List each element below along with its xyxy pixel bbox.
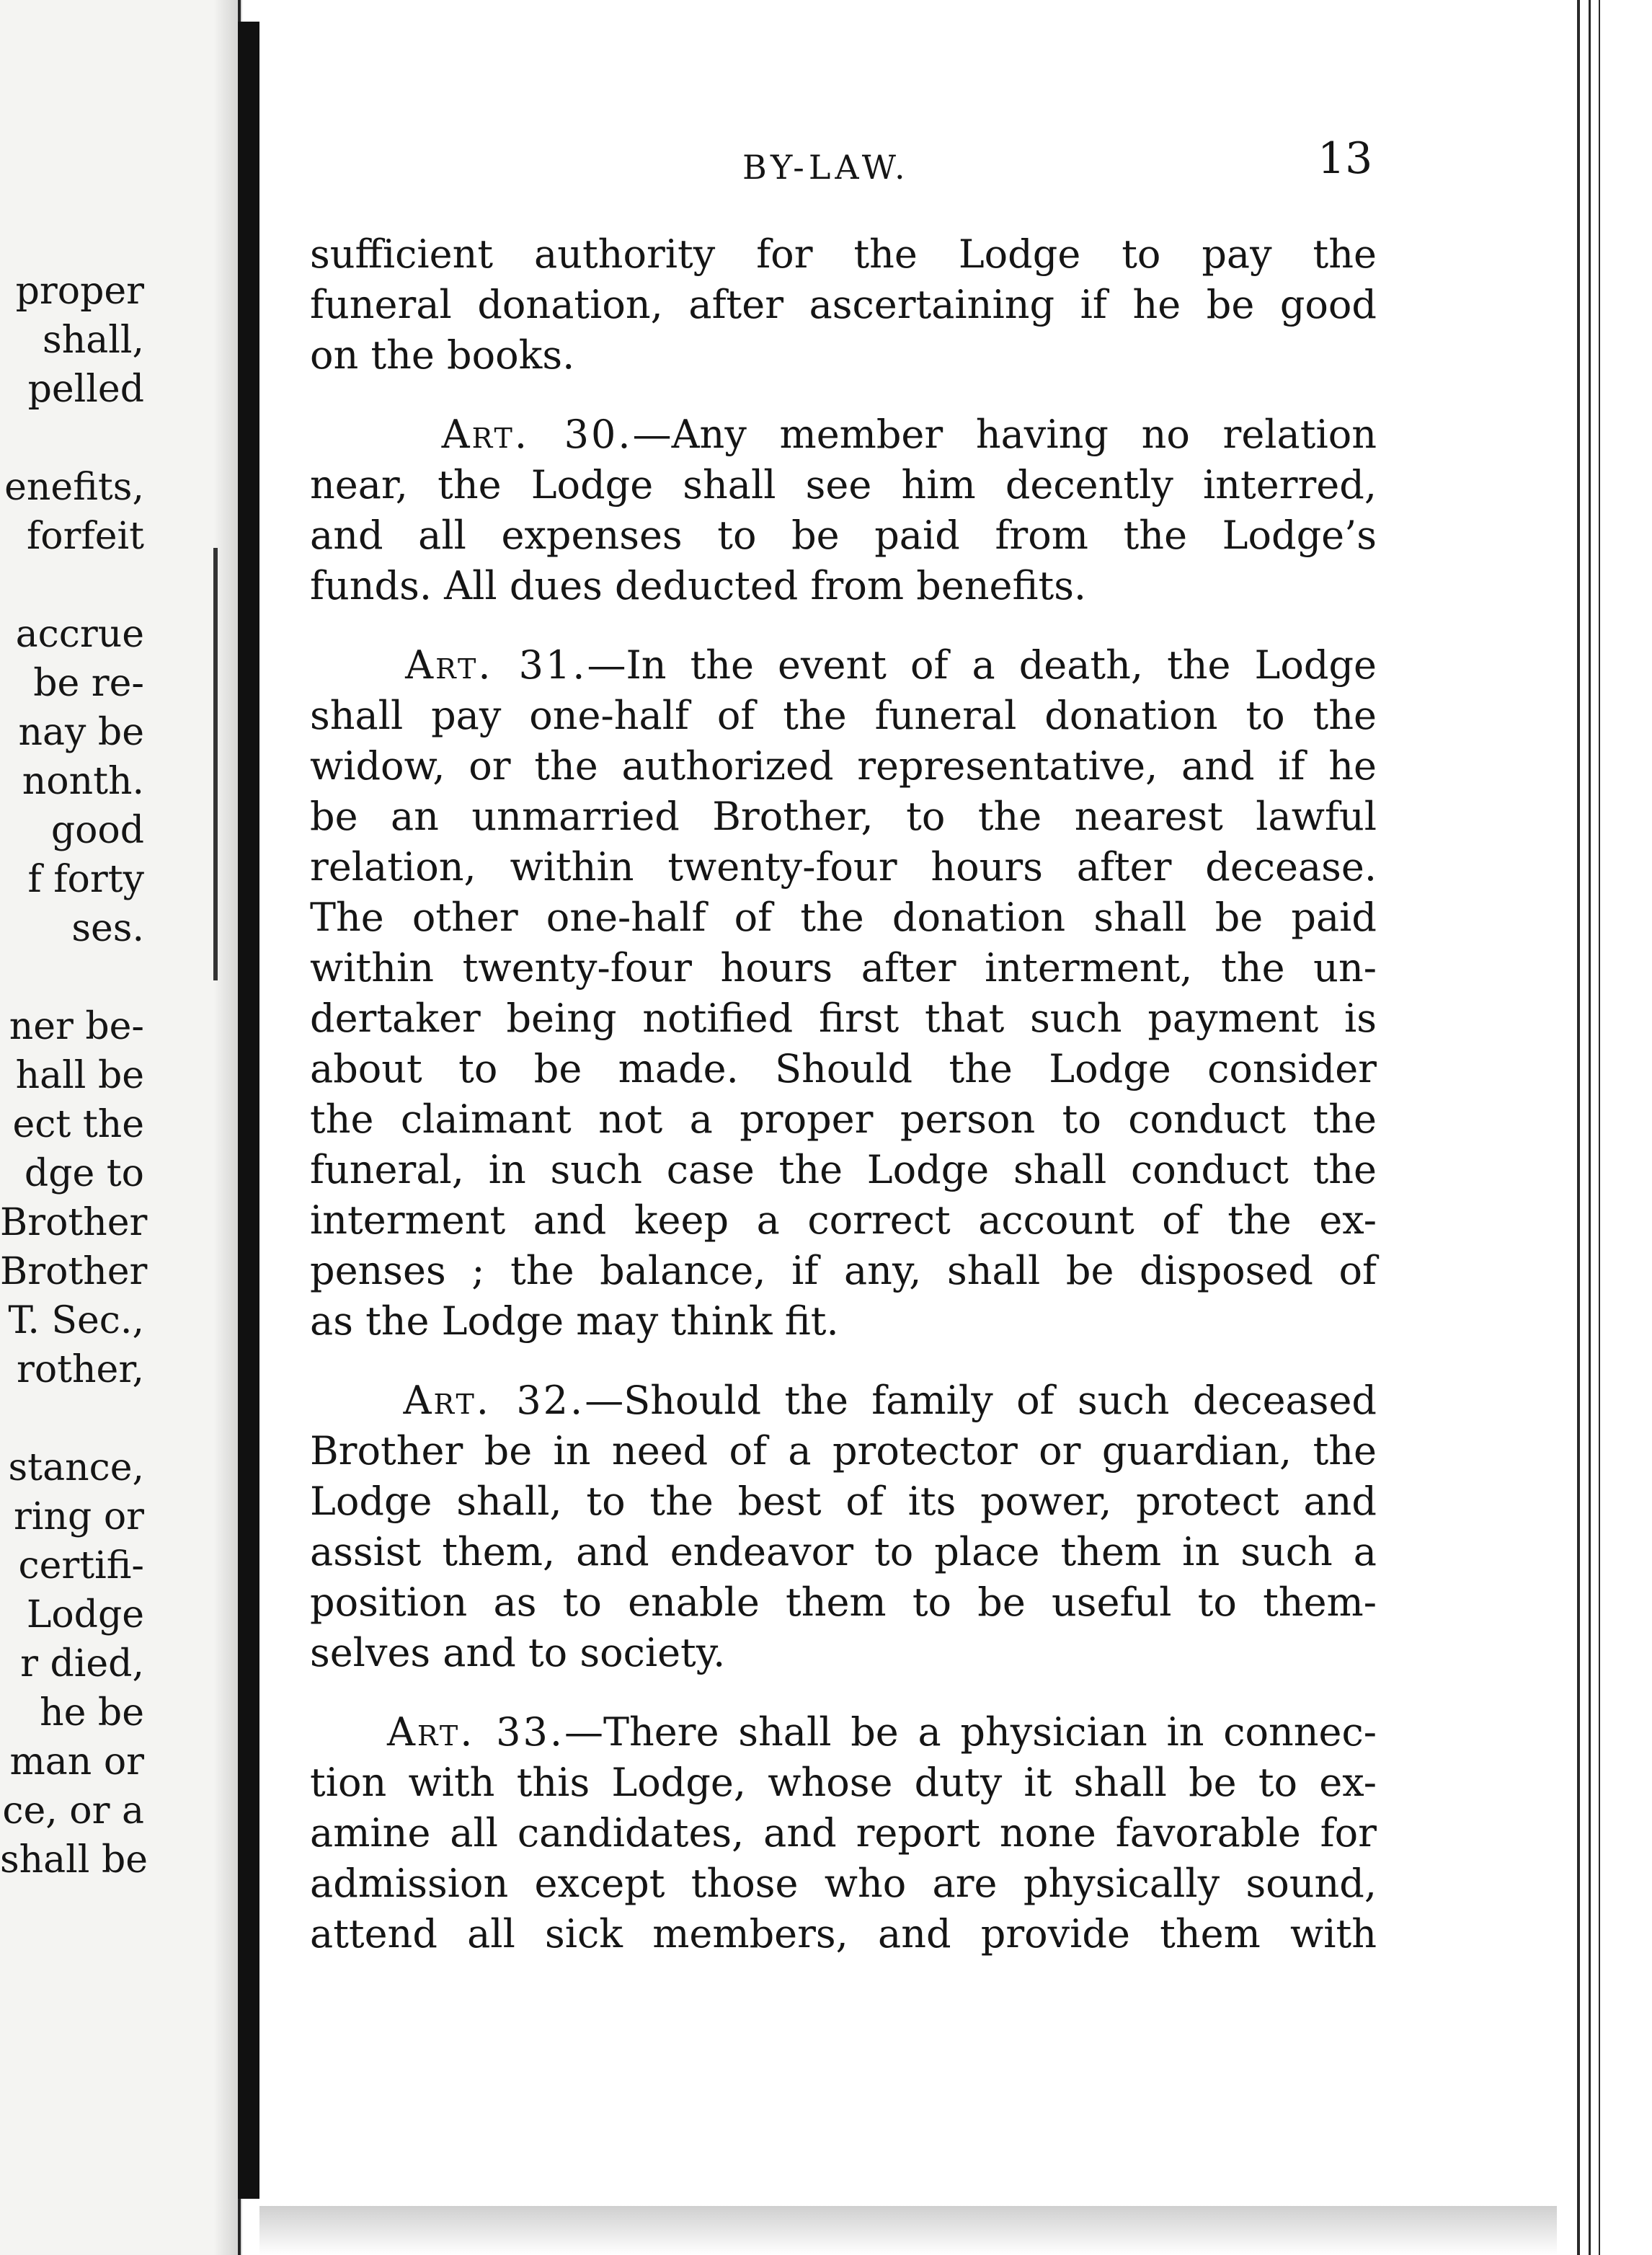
article-label: Art. 32. bbox=[403, 1378, 585, 1423]
text-line bbox=[310, 1707, 1377, 1758]
left-fragment: nonth. bbox=[22, 760, 144, 803]
text-line: interment and keep a correct account of the ex- bbox=[310, 1197, 1377, 1243]
page-edge-line bbox=[1599, 0, 1600, 2255]
text-line: sufficient authority for the Lodge to pay the bbox=[310, 231, 1377, 277]
text-line: widow, or the authorized representative, and if he bbox=[310, 743, 1377, 789]
left-fragment bbox=[0, 953, 144, 1002]
left-fragment: shall be bbox=[0, 1838, 148, 1882]
text-line bbox=[310, 640, 1377, 691]
left-fragment: proper bbox=[15, 270, 144, 313]
left-fragment: r died, bbox=[20, 1642, 144, 1685]
article-label: Art. 33. bbox=[386, 1709, 564, 1755]
text-line-rest: —In the event of a death, the Lodge bbox=[587, 642, 1377, 688]
article-33 bbox=[310, 1707, 1377, 1959]
left-fragment: he be bbox=[40, 1691, 144, 1735]
left-fragment: nay be bbox=[18, 711, 144, 754]
left-fragment: ect the bbox=[12, 1103, 144, 1146]
article-30 bbox=[310, 409, 1377, 611]
text-line: shall pay one-half of the funeral donation to the bbox=[310, 693, 1377, 738]
left-fragment: rother, bbox=[17, 1348, 144, 1391]
left-fragment: shall, bbox=[43, 319, 144, 362]
article-32 bbox=[310, 1375, 1377, 1678]
left-fragment: ring or bbox=[14, 1495, 144, 1538]
left-fragment: Brother bbox=[0, 1250, 148, 1293]
left-fragment: be re- bbox=[33, 662, 144, 705]
text-line: within twenty-four hours after interment, the un- bbox=[310, 945, 1377, 991]
left-fragment bbox=[0, 561, 144, 610]
left-fragment: accrue bbox=[15, 613, 144, 656]
text-line: funeral, in such case the Lodge shall conduct the bbox=[310, 1147, 1377, 1192]
page-number: 13 bbox=[1318, 133, 1373, 184]
left-fragment: forfeit bbox=[27, 515, 144, 558]
text-line: funeral donation, after ascertaining if he be good bbox=[310, 282, 1377, 327]
text-line: assist them, and endeavor to place them in such a bbox=[310, 1529, 1377, 1574]
text-line: relation, within twenty-four hours after decease. bbox=[310, 844, 1377, 890]
left-page-text bbox=[0, 267, 148, 1884]
left-fragment: good bbox=[50, 809, 144, 852]
text-line: Brother be in need of a protector or guardian, the bbox=[310, 1428, 1377, 1474]
text-line: The other one-half of the donation shall be paid bbox=[310, 895, 1377, 940]
text-line-rest: —Should the family of such deceased bbox=[585, 1378, 1377, 1423]
text-line: dertaker being notified first that such payment is bbox=[310, 996, 1377, 1041]
text-line: about to be made. Should the Lodge consider bbox=[310, 1046, 1377, 1091]
text-line: selves and to society. bbox=[310, 1630, 726, 1675]
left-fragment: man or bbox=[9, 1740, 144, 1784]
left-fragment: Lodge bbox=[26, 1593, 144, 1636]
text-line: position as to enable them to be useful to them- bbox=[310, 1580, 1377, 1625]
left-fragment: ce, or a bbox=[2, 1789, 144, 1833]
page-body bbox=[310, 229, 1377, 1988]
book-gutter bbox=[238, 22, 259, 2199]
text-line: attend all sick members, and provide them with bbox=[310, 1911, 1377, 1957]
text-line bbox=[310, 1375, 1377, 1426]
paragraph-continuation bbox=[310, 229, 1377, 381]
left-fragment bbox=[0, 414, 144, 463]
page-bottom-shadow bbox=[259, 2206, 1557, 2255]
text-line: funds. All dues deducted from benefits. bbox=[310, 563, 1087, 608]
left-fragment: ses. bbox=[71, 907, 144, 950]
text-line: and all expenses to be paid from the Lodge’s bbox=[310, 513, 1377, 558]
text-line: as the Lodge may think fit. bbox=[310, 1298, 839, 1344]
left-fragment: T. Sec., bbox=[8, 1299, 144, 1342]
text-line-rest: —There shall be a physician in connec- bbox=[564, 1709, 1377, 1755]
left-fragment: stance, bbox=[8, 1446, 144, 1489]
running-title: BY-LAW. bbox=[742, 148, 910, 187]
text-line: amine all candidates, and report none favorable for bbox=[310, 1810, 1377, 1856]
text-line: admission except those who are physically sound, bbox=[310, 1861, 1377, 1906]
article-31 bbox=[310, 640, 1377, 1347]
left-fragment: ner be- bbox=[9, 1005, 144, 1048]
left-fragment: Brother bbox=[0, 1201, 148, 1244]
text-line bbox=[310, 409, 1377, 460]
left-fragment bbox=[0, 1394, 144, 1443]
left-fragment: f forty bbox=[27, 858, 144, 901]
text-line: penses ; the balance, if any, shall be disposed of bbox=[310, 1248, 1377, 1293]
left-fragment: enefits, bbox=[4, 466, 144, 509]
article-label: Art. 30. bbox=[441, 412, 633, 457]
text-line: Lodge shall, to the best of its power, protect and bbox=[310, 1479, 1377, 1524]
text-line: tion with this Lodge, whose duty it shall be to ex- bbox=[310, 1760, 1377, 1805]
gutter-crease bbox=[213, 548, 218, 980]
left-fragment: hall be bbox=[15, 1054, 144, 1097]
left-fragment: dge to bbox=[24, 1152, 144, 1195]
article-label: Art. 31. bbox=[405, 642, 587, 688]
text-line: near, the Lodge shall see him decently interred, bbox=[310, 462, 1377, 508]
text-line: the claimant not a proper person to conduct the bbox=[310, 1097, 1377, 1142]
page-edge-line bbox=[1589, 0, 1591, 2255]
text-line-rest: —Any member having no relation bbox=[632, 412, 1377, 457]
text-line: be an unmarried Brother, to the nearest lawful bbox=[310, 794, 1377, 839]
left-fragment: certifi- bbox=[18, 1544, 144, 1587]
page-edge-line bbox=[1577, 0, 1580, 2255]
page-edges bbox=[1557, 0, 1652, 2255]
left-fragment: pelled bbox=[27, 368, 144, 411]
text-line: on the books. bbox=[310, 332, 575, 378]
